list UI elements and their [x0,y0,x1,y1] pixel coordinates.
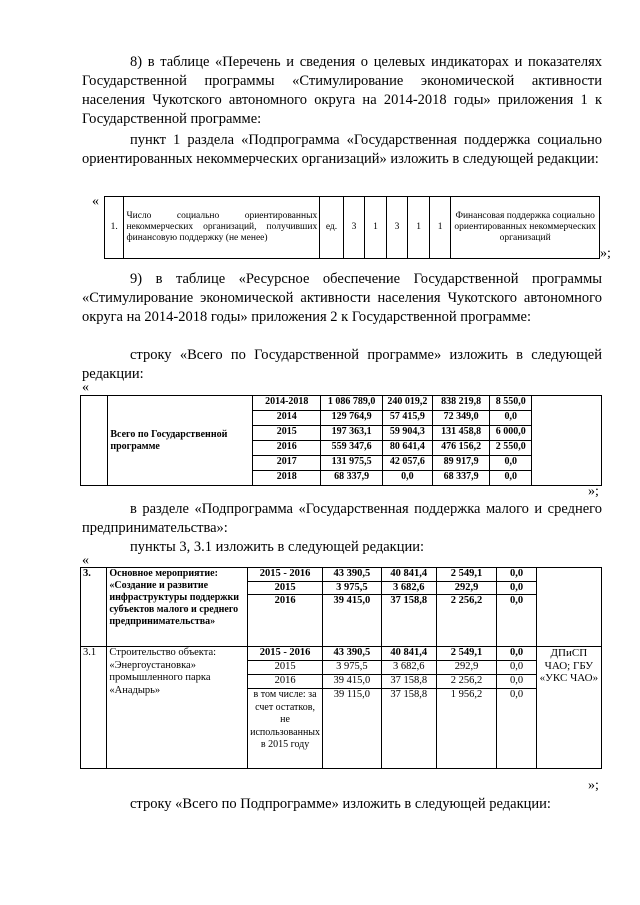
quote-close-2: »; [588,484,599,499]
t1-value: 1 [365,197,387,259]
t2-cell: 0,0 [490,471,532,486]
t3-r31-name: Строительство объекта: «Энергоустановка» промышленного парка «Анадырь» [107,647,248,769]
paragraph-points: пункты 3, 3.1 изложить в следующей редакции: [130,539,425,555]
t3-cell: 2 549,1 [436,647,497,661]
t3-cell: 0,0 [497,675,536,689]
paragraph-section: в разделе «Подпрограмма «Государственная поддержка малого и среднего предпринимательства»: [82,501,602,536]
t3-r3-exec [536,568,601,647]
t2-cell: 2016 [253,441,321,456]
t1-note: Финансовая поддержка социально ориентированных некоммерческих организаций [451,197,600,259]
paragraph-8: 8) в таблице «Перечень и сведения о целевых индикаторах и показателях Государственной программы «Стимулирование экономической активности населения Чукотского автономного округа на 2014-2018 годы» приложения 1 к Государственной программе: [82,54,602,127]
support-infrastructure-table [80,567,602,769]
t2-cell: 131 458,8 [432,426,490,441]
t1-value: 1 [408,197,430,259]
t2-cell: 2015 [253,426,321,441]
t2-cell: 42 057,6 [383,456,433,471]
t3-cell: 37 158,8 [381,595,436,647]
t3-r31-num: 3.1 [81,647,107,769]
t3-cell: 2 256,2 [436,675,497,689]
paragraph-9-line: строку «Всего по Государственной программе» изложить в следующей редакции: [82,347,602,382]
t2-cell: 8 550,0 [490,396,532,411]
t1-unit: ед. [320,197,344,259]
t3-cell: 37 158,8 [381,689,436,769]
t3-cell: 2 549,1 [436,568,497,582]
t1-name: Число социально ориентированных некоммерческих организаций, получивших финансовую поддержку (не менее) [124,197,320,259]
t3-r31-exec: ДПиСП ЧАО; ГБУ «УКС ЧАО» [536,647,601,769]
t3-r3-name: Основное мероприятие: «Создание и развитие инфраструктуры поддержки субъектов малого и среднего предпринимательства» [107,568,248,647]
t3-cell: 292,9 [436,661,497,675]
t2-cell: 59 904,3 [383,426,433,441]
t3-cell: 1 956,2 [436,689,497,769]
t2-cell: 89 917,9 [432,456,490,471]
paragraph-subprogram-total: строку «Всего по Подпрограмме» изложить в следующей редакции: [130,796,551,812]
t3-cell: 3 975,5 [323,661,382,675]
t1-num: 1. [105,197,124,259]
t2-empty-exec [532,396,602,486]
t3-cell: в том числе: за счет остатков, не использованных в 2015 году [248,689,323,769]
t2-cell: 68 337,9 [432,471,490,486]
indicator-table [104,196,600,259]
t2-cell: 2017 [253,456,321,471]
t3-cell: 3 682,6 [381,581,436,595]
t2-cell: 57 415,9 [383,411,433,426]
t2-cell: 6 000,0 [490,426,532,441]
t3-cell: 292,9 [436,581,497,595]
t3-cell: 37 158,8 [381,675,436,689]
t3-cell: 40 841,4 [381,568,436,582]
t2-cell: 0,0 [383,471,433,486]
t3-cell: 2015 - 2016 [248,568,323,582]
t3-cell: 2016 [248,675,323,689]
t2-cell: 2014 [253,411,321,426]
quote-close-3: »; [588,778,599,793]
t2-cell: 72 349,0 [432,411,490,426]
t2-cell: 197 363,1 [321,426,383,441]
t3-cell: 2015 [248,581,323,595]
quote-open-3: « [82,553,89,568]
t3-cell: 2 256,2 [436,595,497,647]
t1-value: 1 [429,197,451,259]
t2-cell: 838 219,8 [432,396,490,411]
t1-value: 3 [386,197,408,259]
t3-cell: 0,0 [497,568,536,582]
t2-cell: 68 337,9 [321,471,383,486]
t2-cell: 0,0 [490,411,532,426]
t2-cell: 80 641,4 [383,441,433,456]
t2-label: Всего по Государственной программе [108,396,253,486]
t3-cell: 2016 [248,595,323,647]
t2-cell: 559 347,6 [321,441,383,456]
t3-cell: 43 390,5 [323,568,382,582]
paragraph-8-point: пункт 1 раздела «Подпрограмма «Государственная поддержка социально ориентированных некоммерческих организаций» изложить в следующей редакции: [82,132,602,167]
t3-cell: 0,0 [497,689,536,769]
t3-cell: 39 115,0 [323,689,382,769]
t2-cell: 0,0 [490,456,532,471]
quote-close-1: »; [600,246,611,261]
quote-open-1: « [92,194,99,209]
t3-cell: 3 975,5 [323,581,382,595]
t2-empty-num [81,396,108,486]
t3-cell: 40 841,4 [381,647,436,661]
t3-cell: 3 682,6 [381,661,436,675]
t2-cell: 2014-2018 [253,396,321,411]
t3-cell: 0,0 [497,661,536,675]
t3-cell: 43 390,5 [323,647,382,661]
t2-cell: 2 550,0 [490,441,532,456]
t3-cell: 2015 - 2016 [248,647,323,661]
paragraph-9: 9) в таблице «Ресурсное обеспечение Государственной программы «Стимулирование экономической активности населения Чукотского автономного округа на 2014-2018 годы» приложения 2 к Государственной программе: [82,271,602,325]
t2-cell: 240 019,2 [383,396,433,411]
t2-cell: 476 156,2 [432,441,490,456]
t3-cell: 2015 [248,661,323,675]
t1-value: 3 [343,197,365,259]
gov-program-total-table [80,395,602,486]
t3-cell: 0,0 [497,647,536,661]
t2-cell: 2018 [253,471,321,486]
t3-cell: 39 415,0 [323,595,382,647]
t3-cell: 0,0 [497,595,536,647]
t2-cell: 1 086 789,0 [321,396,383,411]
t3-cell: 0,0 [497,581,536,595]
t3-cell: 39 415,0 [323,675,382,689]
t2-cell: 129 764,9 [321,411,383,426]
quote-open-2: « [82,380,89,395]
t2-cell: 131 975,5 [321,456,383,471]
t3-r3-num: 3. [81,568,107,647]
